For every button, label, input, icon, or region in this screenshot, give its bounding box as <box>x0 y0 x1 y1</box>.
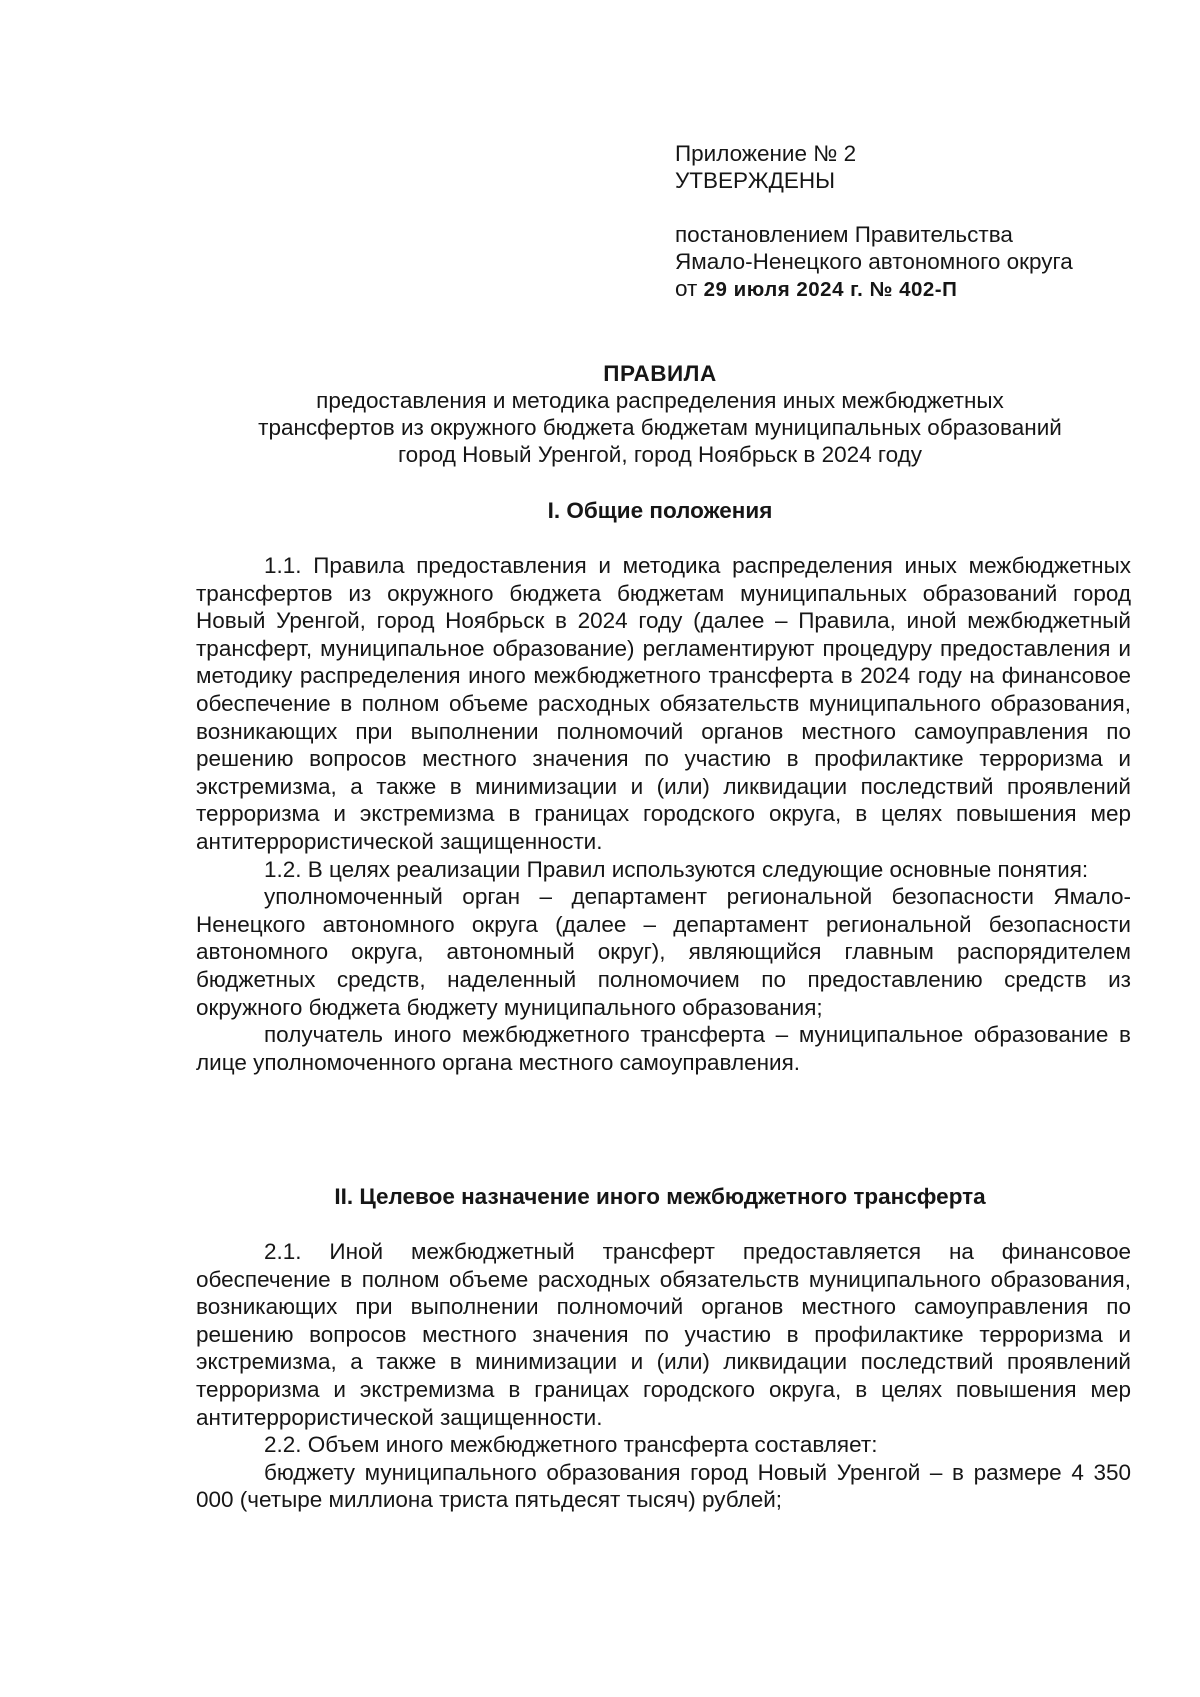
section-2-heading: II. Целевое назначение иного межбюджетного трансферта <box>334 1184 986 1209</box>
date-prefix: от <box>675 276 698 301</box>
document-subtitle-line: город Новый Уренгой, город Ноябрьск в 2024 году <box>397 442 923 467</box>
definition-recipient: получатель иного межбюджетного трансферта – муниципальное образование в лице уполномоченного органа местного самоуправления. <box>196 1022 1131 1075</box>
section-1-heading: I. Общие положения <box>547 498 773 523</box>
approved-label: УТВЕРЖДЕНЫ <box>675 168 835 193</box>
document-subtitle-line: предоставления и методика распределения иных межбюджетных <box>316 388 1004 413</box>
appendix-number: Приложение № 2 <box>675 141 857 166</box>
region-label: Ямало-Ненецкого автономного округа <box>675 249 1073 274</box>
definition-authorized-body: уполномоченный орган – департамент региональной безопасности Ямало-Ненецкого автономного округа (далее – департамент региональной безопасности автономного округа, автономный округ), являющийся главным распорядителем бюджетных средств, наделенный полномочием по предоставлению средств из окружного бюджета бюджету муниципального образования; <box>196 884 1131 1020</box>
section-1-body <box>196 552 1131 1076</box>
paragraph-1-2: 1.2. В целях реализации Правил используются следующие основные понятия: <box>264 856 1089 882</box>
resolution-date-number: 29 июля 2024 г. № 402-П <box>703 278 958 301</box>
document-title: ПРАВИЛА <box>603 361 717 386</box>
paragraph-1-1: 1.1. Правила предоставления и методика распределения иных межбюджетных трансфертов из окружного бюджета бюджетам муниципальных образований город Новый Уренгой, город Ноябрьск в 2024 году (далее – Правила, иной межбюджетный трансферт, муниципальное образование) регламентируют процедуру предоставления и методику распределения иного межбюджетного трансферта в 2024 году на финансовое обеспечение в полном объеме расходных обязательств муниципального образования, возникающих при выполнении полномочий органов местного самоуправления по решению вопросов местного значения по участию в профилактике терроризма и экстремизма, а также в минимизации и (или) ликвидации последствий проявлений терроризма и экстремизма в границах городского округа, в целях повышения мер антитеррористической защищенности. <box>196 553 1131 854</box>
resolution-date-line <box>675 275 1155 303</box>
document-title-block <box>150 360 1170 468</box>
paragraph-2-2: 2.2. Объем иного межбюджетного трансферта составляет: <box>264 1432 878 1458</box>
resolution-label: постановлением Правительства <box>675 222 1013 247</box>
paragraph-novy-urengoy-amount: бюджету муниципального образования город Новый Уренгой – в размере 4 350 000 (четыре миллиона триста пятьдесят тысяч) рублей; <box>196 1459 1131 1513</box>
spacer <box>675 194 1155 221</box>
approval-stamp-block <box>675 140 1155 303</box>
document-subtitle-line: трансфертов из окружного бюджета бюджетам муниципальных образований <box>258 415 1062 440</box>
paragraph-2-1: 2.1. Иной межбюджетный трансферт предоставляется на финансовое обеспечение в полном объеме расходных обязательств муниципального образования, возникающих при выполнении полномочий органов местного самоуправления по решению вопросов местного значения по участию в профилактике терроризма и экстремизма, а также в минимизации и (или) ликвидации последствий проявлений терроризма и экстремизма в границах городского округа, в целях повышения мер антитеррористической защищенности. <box>196 1239 1131 1430</box>
section-2-body <box>196 1238 1131 1514</box>
